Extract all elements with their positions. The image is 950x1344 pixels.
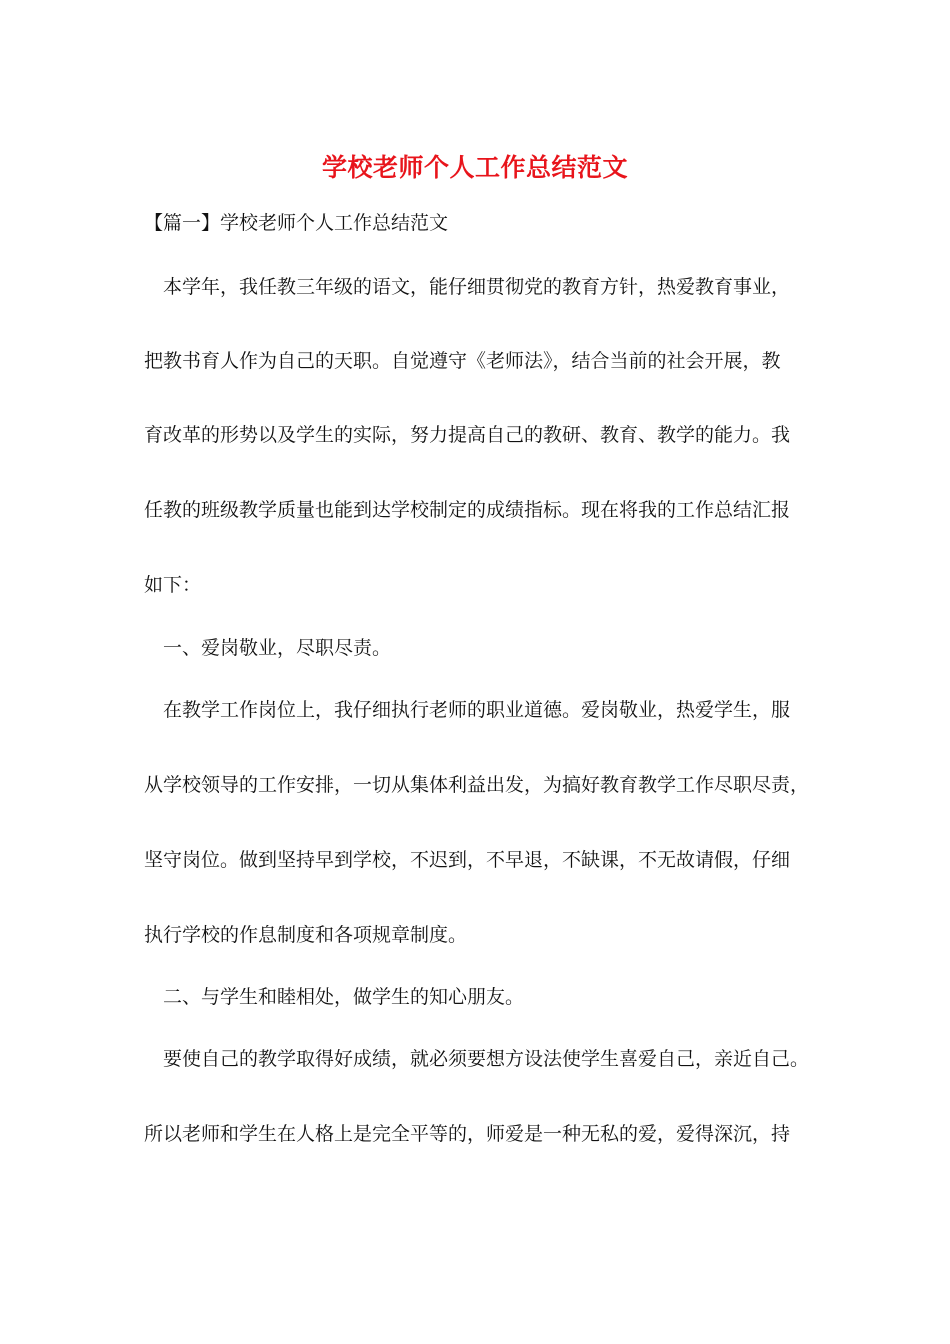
paragraph-line: 在教学工作岗位上，我仔细执行老师的职业道德。爱岗敬业，热爱学生，服 bbox=[163, 699, 791, 721]
paragraph-line: 本学年，我任教三年级的语文，能仔细贯彻党的教育方针，热爱教育事业， bbox=[163, 276, 791, 298]
paragraph-line: 执行学校的作息制度和各项规章制度。 bbox=[144, 924, 468, 946]
paragraph-line: 任教的班级教学质量也能到达学校制定的成绩指标。现在将我的工作总结汇报 bbox=[144, 499, 791, 521]
paragraph-line: 育改革的形势以及学生的实际，努力提高自己的教研、教育、教学的能力。我 bbox=[144, 424, 791, 446]
paragraph-line: 要使自己的教学取得好成绩，就必须要想方设法使学生喜爱自己，亲近自己。 bbox=[163, 1048, 810, 1070]
paragraph-line: 所以老师和学生在人格上是完全平等的，师爱是一种无私的爱，爱得深沉，持 bbox=[144, 1123, 791, 1145]
document-title: 学校老师个人工作总结范文 bbox=[321, 153, 628, 182]
paragraph-line: 如下： bbox=[144, 574, 202, 596]
paragraph-line: 把教书育人作为自己的天职。自觉遵守《老师法》，结合当前的社会开展，教 bbox=[144, 350, 781, 372]
paragraph-line: 坚守岗位。做到坚持早到学校，不迟到，不早退，不缺课，不无故请假，仔细 bbox=[144, 849, 791, 871]
subheading: 二、与学生和睦相处，做学生的知心朋友。 bbox=[163, 986, 525, 1008]
section-heading: 【篇一】学校老师个人工作总结范文 bbox=[144, 212, 449, 234]
paragraph-line: 从学校领导的工作安排，一切从集体利益出发，为搞好教育教学工作尽职尽责， bbox=[144, 774, 810, 796]
subheading: 一、爱岗敬业，尽职尽责。 bbox=[163, 637, 392, 659]
